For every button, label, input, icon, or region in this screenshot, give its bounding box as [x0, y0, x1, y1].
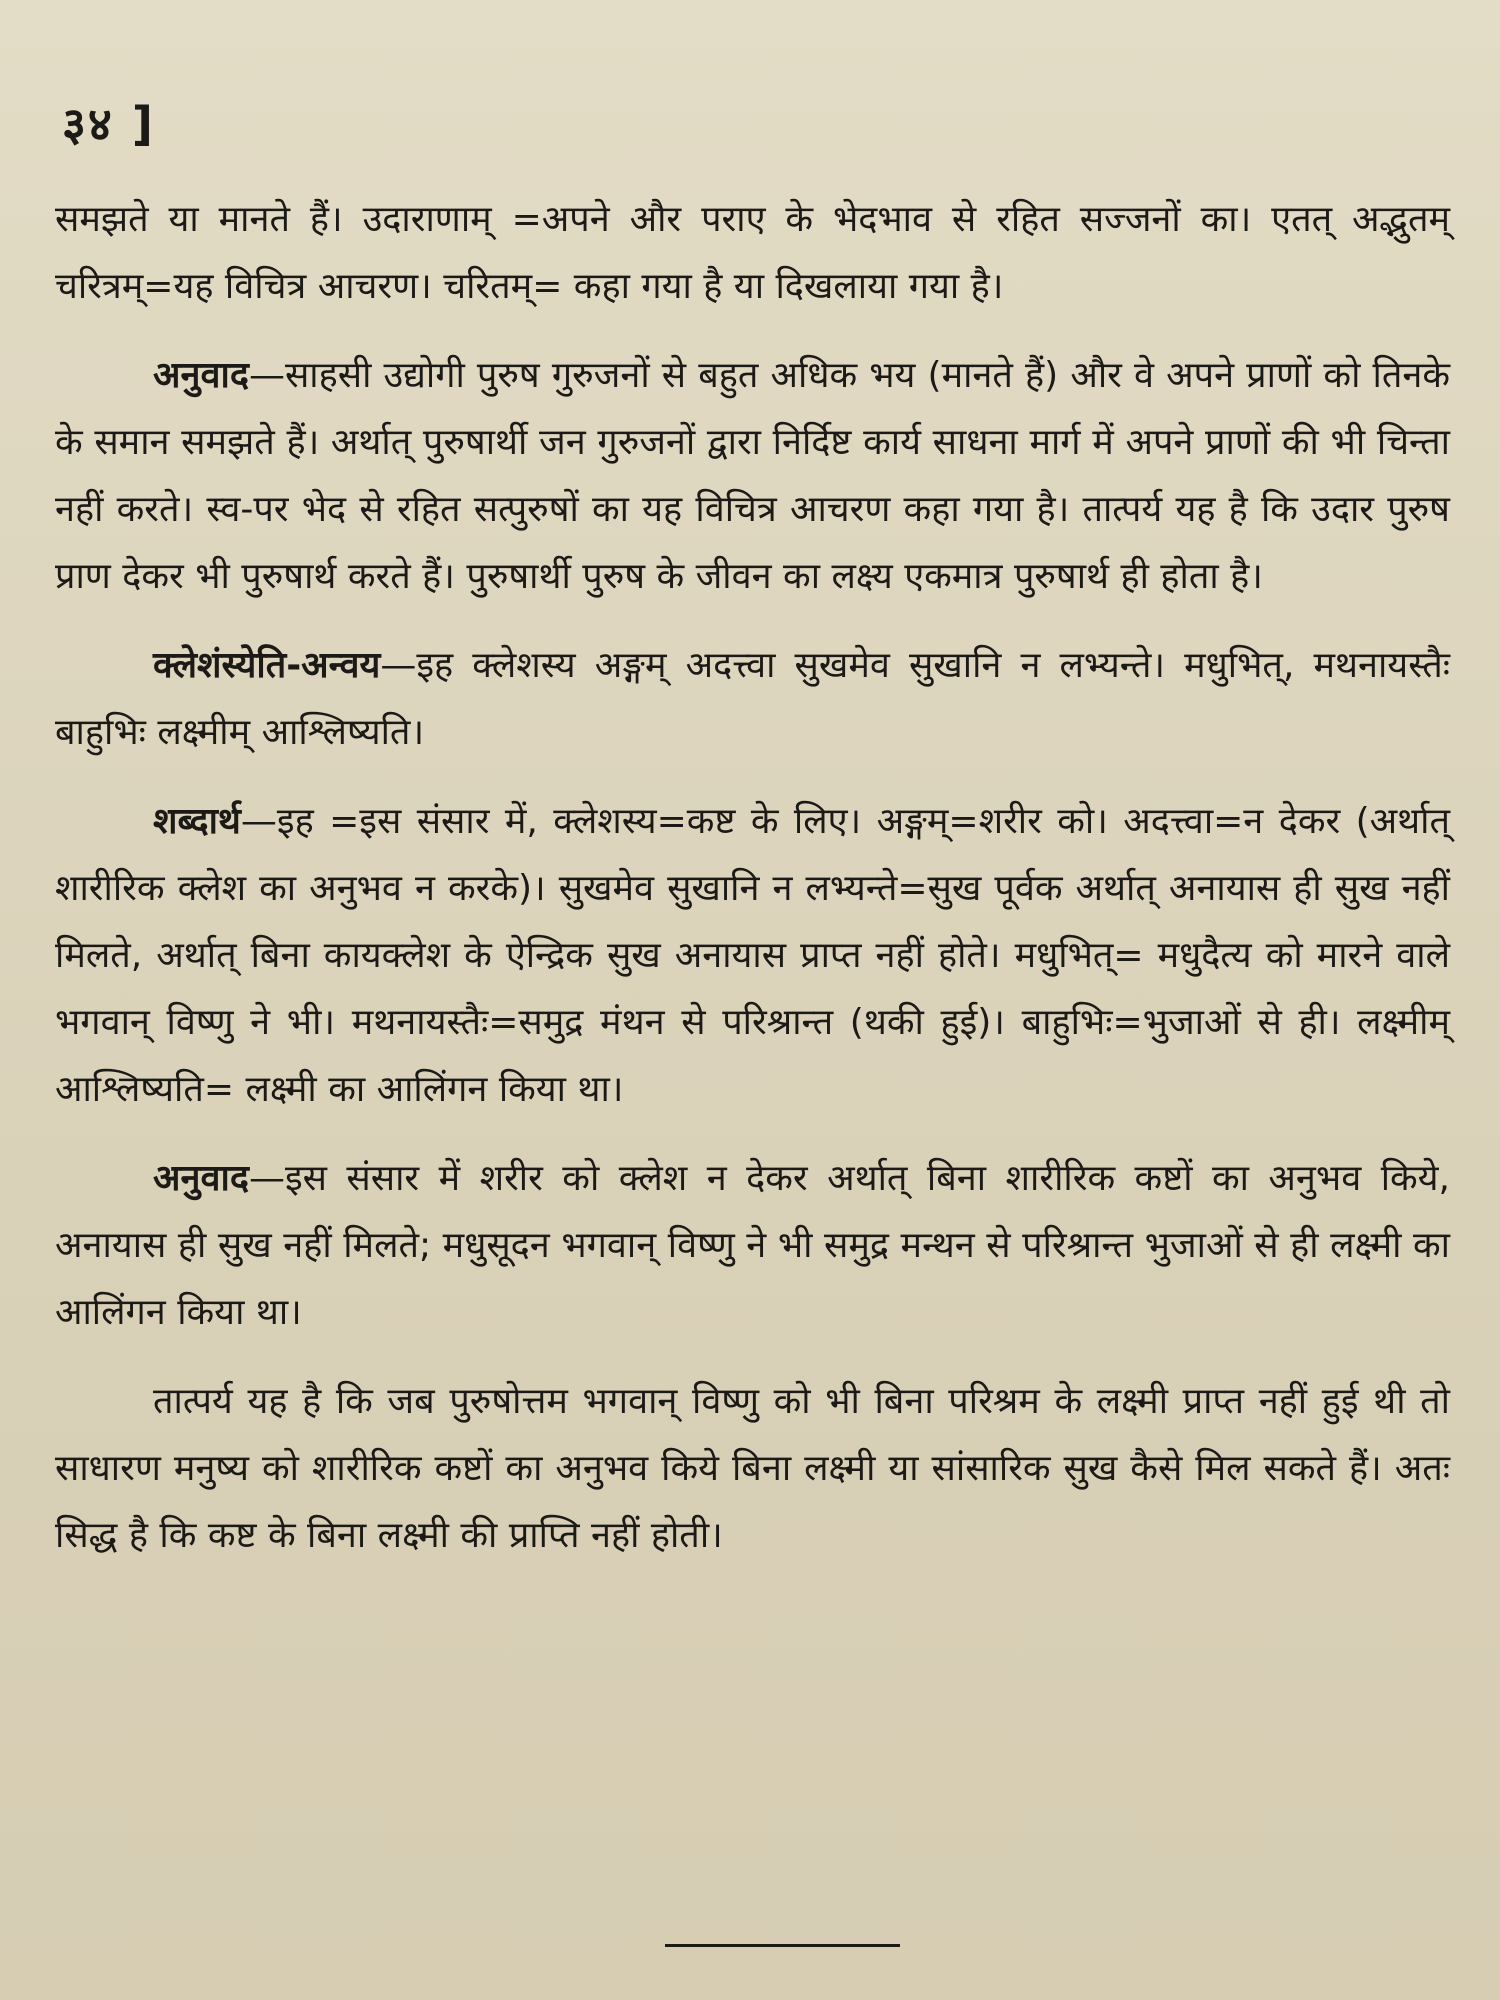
paragraph-text: —साहसी उद्योगी पुरुष गुरुजनों से बहुत अधिक भय (मानते हैं) और वे अपने प्राणों को तिनके के समान समझते हैं। अर्थात् पुरुषार्थी जन गुरुजनों द्वारा निर्दिष्ट कार्य साधना मार्ग में अपने प्राणों की भी चिन्ता नहीं करते। स्व-पर भेद से रहित सत्पुरुषों का यह विचित्र आचरण कहा गया है। तात्पर्य यह है कि उदार पुरुष प्राण देकर भी पुरुषार्थ करते हैं। पुरुषार्थी पुरुष के जीवन का लक्ष्य एकमात्र पुरुषार्थ ही होता है।	[55, 355, 1450, 597]
paragraph-conclusion	[55, 1368, 1450, 1569]
page-number: ३४ ]	[62, 97, 155, 151]
paragraph-text: —इह =इस संसार में, क्लेशस्य=कष्ट के लिए। अङ्गम्=शरीर को। अदत्त्वा=न देकर (अर्थात् शारीरिक क्लेश का अनुभव न करके)। सुखमेव सुखानि न लभ्यन्ते=सुख पूर्वक अर्थात् अनायास ही सुख नहीं मिलते, अर्थात् बिना कायक्लेश के ऐन्द्रिक सुख अनायास प्राप्त नहीं होते। मधुभित्= मधुदैत्य को मारने वाले भगवान् विष्णु ने भी। मथनायस्तैः=समुद्र मंथन से परिश्रान्त (थकी हुई)। बाहुभिः=भुजाओं से ही। लक्ष्मीम् आश्लिष्यति= लक्ष्मी का आलिंगन किया था।	[55, 801, 1450, 1110]
paragraph-text: —इस संसार में शरीर को क्लेश न देकर अर्थात् बिना शारीरिक कष्टों का अनुभव किये, अनायास ही सुख नहीं मिलते; मधुसूदन भगवान् विष्णु ने भी समुद्र मन्थन से परिश्रान्त भुजाओं से ही लक्ष्मी का आलिंगन किया था।	[55, 1158, 1450, 1333]
paragraph-word-meaning	[55, 788, 1450, 1123]
paragraph-text: तात्पर्य यह है कि जब पुरुषोत्तम भगवान् विष्णु को भी बिना परिश्रम के लक्ष्मी प्राप्त नहीं हुई थी तो साधारण मनुष्य को शारीरिक कष्टों का अनुभव किये बिना लक्ष्मी या सांसारिक सुख कैसे मिल सकते हैं। अतः सिद्ध है कि कष्ट के बिना लक्ष्मी की प्राप्ति नहीं होती।	[55, 1381, 1450, 1556]
page-body	[55, 186, 1450, 1569]
paragraph-label: अनुवाद	[153, 1158, 249, 1199]
paragraph-word-meaning-continued	[55, 186, 1450, 320]
paragraph-translation	[55, 342, 1450, 610]
paragraph-translation	[55, 1145, 1450, 1346]
section-end-rule	[665, 1944, 900, 1947]
paragraph-label: शब्दार्थ	[153, 801, 241, 842]
paragraph-prose-order	[55, 632, 1450, 766]
paragraph-label: अनुवाद	[153, 355, 249, 396]
paragraph-text: —इह क्लेशस्य अङ्गम् अदत्त्वा सुखमेव सुखानि न लभ्यन्ते। मधुभित्, मथनायस्तैः बाहुभिः लक्ष्मीम् आश्लिष्यति।	[55, 645, 1450, 753]
paragraph-label: क्लेशंस्येति-अन्वय	[153, 645, 381, 686]
paragraph-text: समझते या मानते हैं। उदाराणाम् =अपने और पराए के भेदभाव से रहित सज्जनों का। एतत् अद्भुतम् चरित्रम्=यह विचित्र आचरण। चरितम्= कहा गया है या दिखलाया गया है।	[55, 199, 1450, 307]
